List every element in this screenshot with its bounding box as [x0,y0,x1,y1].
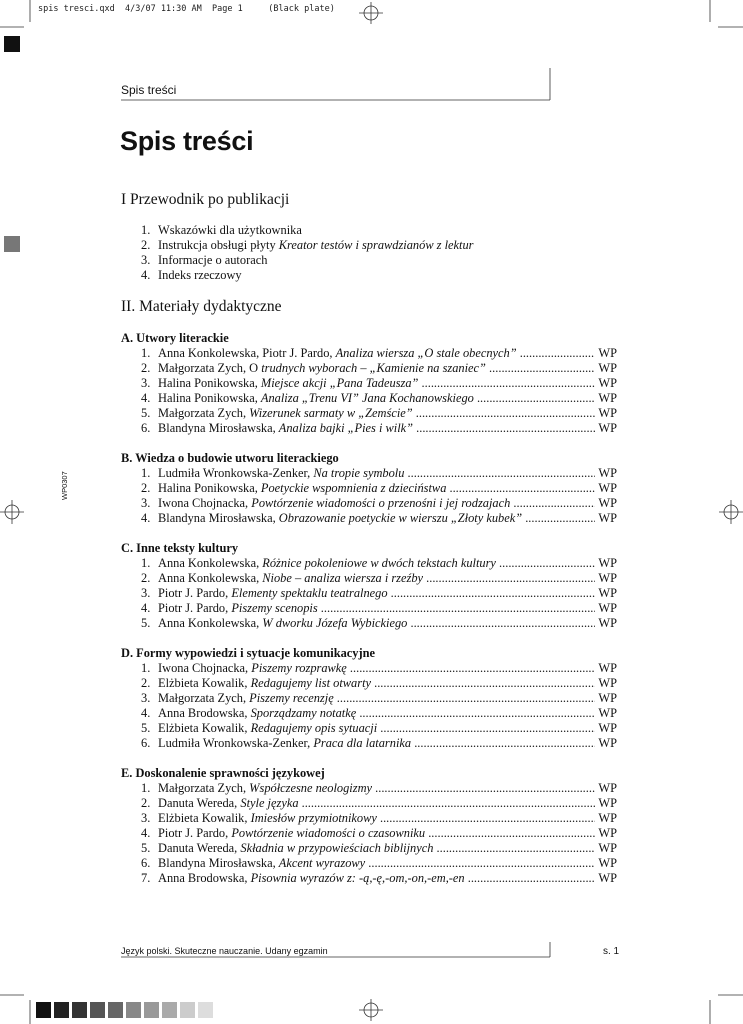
entry-number: 1. [141,346,151,360]
footer-text: Język polski. Skuteczne nauczanie. Udany egzamin [121,946,328,956]
entry-author: Elżbieta Kowalik, [158,811,251,825]
item-text [158,253,617,268]
entry-page-ref: WP [595,841,617,856]
toc-entry [121,661,617,676]
entry-page-ref: WP [595,796,617,811]
item-plain-text: Instrukcja obsługi płyty [158,238,279,252]
entry-text [158,841,617,856]
page-number: s. 1 [603,946,620,957]
entry-number: 5. [141,841,151,855]
item-text [158,223,617,238]
entry-author: Iwona Chojnacka, [158,496,252,510]
group-title: C. Inne teksty kultury [121,541,239,555]
entry-text [158,706,617,721]
entry-number: 3. [141,376,151,390]
entry-title: Powtórzenie wiadomości o czasowniku [231,826,426,840]
entry-number: 4. [141,601,151,615]
entry-author: Małgorzata Zych, [158,781,250,795]
entry-page-ref: WP [595,466,617,481]
entry-page-ref: WP [595,556,617,571]
entry-title: Powtórzenie wiadomości o przenośni i jej rodzajach [251,496,511,510]
entry-author: Piotr J. Pardo, [158,586,232,600]
entry-text [158,481,617,496]
entry-author: Anna Konkolewska, [158,616,263,630]
entry-author: Halina Ponikowska, [158,481,261,495]
entry-number: 5. [141,406,151,420]
entry-number: 3. [141,811,151,825]
group-title: A. Utwory literackie [121,331,229,345]
entry-title: Wizerunek sarmaty w „Zemście” [249,406,413,420]
entry-text [158,406,617,421]
toc-entry [121,511,617,526]
entry-text [158,721,617,736]
entry-text [158,466,617,481]
toc-entry [121,391,617,406]
entry-text [158,346,617,361]
list-item [121,253,617,268]
part1-heading: I Przewodnik po publikacji [121,191,290,208]
entry-title: Piszemy scenopis [231,601,318,615]
entry-text [158,421,617,436]
toc-entry [121,586,617,601]
entry-number: 2. [141,796,151,810]
entry-author: Anna Konkolewska, [158,571,263,585]
entry-page-ref: WP [595,781,617,796]
entry-page-ref: WP [595,421,617,436]
toc-entry [121,676,617,691]
entry-number: 7. [141,871,151,885]
entry-number: 2. [141,481,151,495]
entry-text [158,871,617,886]
entry-number: 2. [141,361,151,375]
toc-entry [121,781,617,796]
entry-text [158,661,617,676]
entry-number: 1. [141,466,151,480]
toc-entry [121,571,617,586]
entry-title: Praca dla latarnika [313,736,412,750]
entry-author: Blandyna Mirosławska, [158,856,279,870]
toc-entry [121,601,617,616]
entry-author: Anna Brodowska, [158,871,251,885]
entry-text [158,511,617,526]
entry-title: Style języka [240,796,299,810]
entry-number: 2. [141,676,151,690]
entry-author: Elżbieta Kowalik, [158,721,251,735]
toc-entry [121,376,617,391]
entry-author: Halina Ponikowska, [158,376,261,390]
list-item [121,268,617,283]
toc-entry [121,466,617,481]
list-item [121,238,617,253]
entry-title: Poetyckie wspomnienia z dzieciństwa [260,481,447,495]
entry-number: 6. [141,736,151,750]
entry-number: 3. [141,586,151,600]
entry-text [158,811,617,826]
item-text [158,238,617,253]
entry-number: 1. [141,781,151,795]
entry-number: 4. [141,706,151,720]
entry-author: Piotr J. Pardo, [158,826,232,840]
entry-number: 5. [141,616,151,630]
entry-text [158,616,617,631]
entry-title: Obrazowanie poetyckie w wierszu „Złoty kubek” [278,511,523,525]
toc-entry [121,496,617,511]
entry-title: Elementy spektaklu teatralnego [231,586,388,600]
entry-title: Piszemy rozprawkę [251,661,347,675]
entry-number: 6. [141,421,151,435]
item-text [158,268,617,283]
item-plain-text: Informacje o autorach [158,253,268,267]
entry-title: Analiza wiersza „O stale obecnych” [335,346,517,360]
entry-page-ref: WP [595,361,617,376]
entry-number: 1. [141,556,151,570]
toc-entry [121,841,617,856]
entry-number: 4. [141,511,151,525]
entry-number: 2. [141,571,151,585]
entry-title: Imiesłów przymiotnikowy [250,811,377,825]
toc-entry [121,811,617,826]
entry-author: Małgorzata Zych, [158,406,250,420]
entry-page-ref: WP [595,721,617,736]
entry-author: Piotr J. Pardo, [158,601,232,615]
entry-title: Redagujemy opis sytuacji [250,721,378,735]
entry-title: Sporządzamy notatkę [250,706,357,720]
item-number: 2. [141,238,151,252]
entry-page-ref: WP [595,676,617,691]
entry-page-ref: WP [595,661,617,676]
entry-text [158,571,617,586]
entry-title: W dworku Józefa Wybickiego [262,616,408,630]
entry-author: Halina Ponikowska, [158,391,261,405]
entry-title: Akcent wyrazowy [278,856,366,870]
entry-page-ref: WP [595,856,617,871]
running-header: Spis treści [121,83,177,97]
entry-text [158,601,617,616]
entry-page-ref: WP [595,406,617,421]
entry-number: 4. [141,391,151,405]
toc-entry [121,406,617,421]
entry-text [158,676,617,691]
entry-number: 3. [141,496,151,510]
item-plain-text: Indeks rzeczowy [158,268,242,282]
entry-text [158,796,617,811]
entry-page-ref: WP [595,481,617,496]
toc-entry [121,361,617,376]
entry-author: Anna Brodowska, [158,706,251,720]
entry-title: Niobe – analiza wiersza i rzeźby [262,571,424,585]
entry-text [158,361,617,376]
entry-title: Analiza „Trenu VI” Jana Kochanowskiego [260,391,474,405]
entry-text [158,376,617,391]
item-number: 4. [141,268,151,282]
group-title: B. Wiedza o budowie utworu literackiego [121,451,339,465]
entry-title: Miejsce akcji „Pana Tadeusza” [260,376,419,390]
entry-author: Ludmiła Wronkowska-Zenker, [158,736,314,750]
item-number: 3. [141,253,151,267]
toc-entry [121,856,617,871]
entry-page-ref: WP [595,571,617,586]
entry-author: Danuta Wereda, [158,796,241,810]
entry-author: Małgorzata Zych, [158,691,250,705]
toc-entry [121,481,617,496]
entry-page-ref: WP [595,871,617,886]
item-italic-text: Kreator testów i sprawdzianów z lektur [278,238,474,252]
toc-entry [121,691,617,706]
entry-author: Elżbieta Kowalik, [158,676,251,690]
entry-author: Iwona Chojnacka, [158,661,252,675]
entry-text [158,856,617,871]
entry-title: Współczesne neologizmy [249,781,373,795]
entry-text [158,496,617,511]
toc-entry [121,421,617,436]
entry-author: Danuta Wereda, [158,841,241,855]
item-number: 1. [141,223,151,237]
group-title: E. Doskonalenie sprawności językowej [121,766,325,780]
entry-page-ref: WP [595,691,617,706]
toc-entry [121,736,617,751]
entry-title: trudnych wyborach – „Kamienie na szaniec” [261,361,486,375]
toc-entry [121,556,617,571]
group-title: D. Formy wypowiedzi i sytuacje komunikacyjne [121,646,375,660]
entry-title: Różnice pokoleniowe w dwóch tekstach kultury [262,556,496,570]
entry-author: Blandyna Mirosławska, [158,421,279,435]
entry-author: Ludmiła Wronkowska-Zenker, [158,466,314,480]
entry-page-ref: WP [595,391,617,406]
entry-text [158,826,617,841]
entry-page-ref: WP [595,706,617,721]
item-plain-text: Wskazówki dla użytkownika [158,223,302,237]
entry-page-ref: WP [595,346,617,361]
toc-entry [121,616,617,631]
toc-entry [121,871,617,886]
entry-page-ref: WP [595,376,617,391]
file-slug: spis tresci.qxd 4/3/07 11:30 AM Page 1 (Black plate) [38,4,335,14]
entry-page-ref: WP [595,496,617,511]
entry-number: 1. [141,661,151,675]
part2-heading: II. Materiały dydaktyczne [121,298,282,315]
entry-text [158,691,617,706]
entry-author: Małgorzata Zych, O [158,361,262,375]
entry-text [158,391,617,406]
entry-author: Anna Konkolewska, Piotr J. Pardo, [158,346,336,360]
side-code: WP0307 [60,471,69,500]
entry-title: Piszemy recenzję [249,691,334,705]
entry-page-ref: WP [595,601,617,616]
entry-author: Anna Konkolewska, [158,556,263,570]
entry-text [158,556,617,571]
entry-title: Na tropie symbolu [313,466,405,480]
entry-page-ref: WP [595,826,617,841]
color-bar [36,1002,213,1018]
toc-entry [121,346,617,361]
toc-entry [121,826,617,841]
entry-title: Analiza bajki „Pies i wilk” [278,421,414,435]
toc-entry [121,796,617,811]
entry-title: Pisownia wyrazów z: -ą,-ę,-om,-on,-em,-en [250,871,465,885]
entry-page-ref: WP [595,811,617,826]
entry-page-ref: WP [595,511,617,526]
entry-page-ref: WP [595,736,617,751]
entry-text [158,736,617,751]
entry-text [158,586,617,601]
list-item [121,223,617,238]
entry-number: 4. [141,826,151,840]
toc-entry [121,721,617,736]
entry-number: 5. [141,721,151,735]
entry-page-ref: WP [595,586,617,601]
toc-entry [121,706,617,721]
entry-title: Składnia w przypowieściach biblijnych [240,841,434,855]
entry-text [158,781,617,796]
entry-author: Blandyna Mirosławska, [158,511,279,525]
entry-number: 3. [141,691,151,705]
entry-number: 6. [141,856,151,870]
entry-title: Redagujemy list otwarty [250,676,372,690]
page-title: Spis treści [120,126,254,156]
entry-page-ref: WP [595,616,617,631]
